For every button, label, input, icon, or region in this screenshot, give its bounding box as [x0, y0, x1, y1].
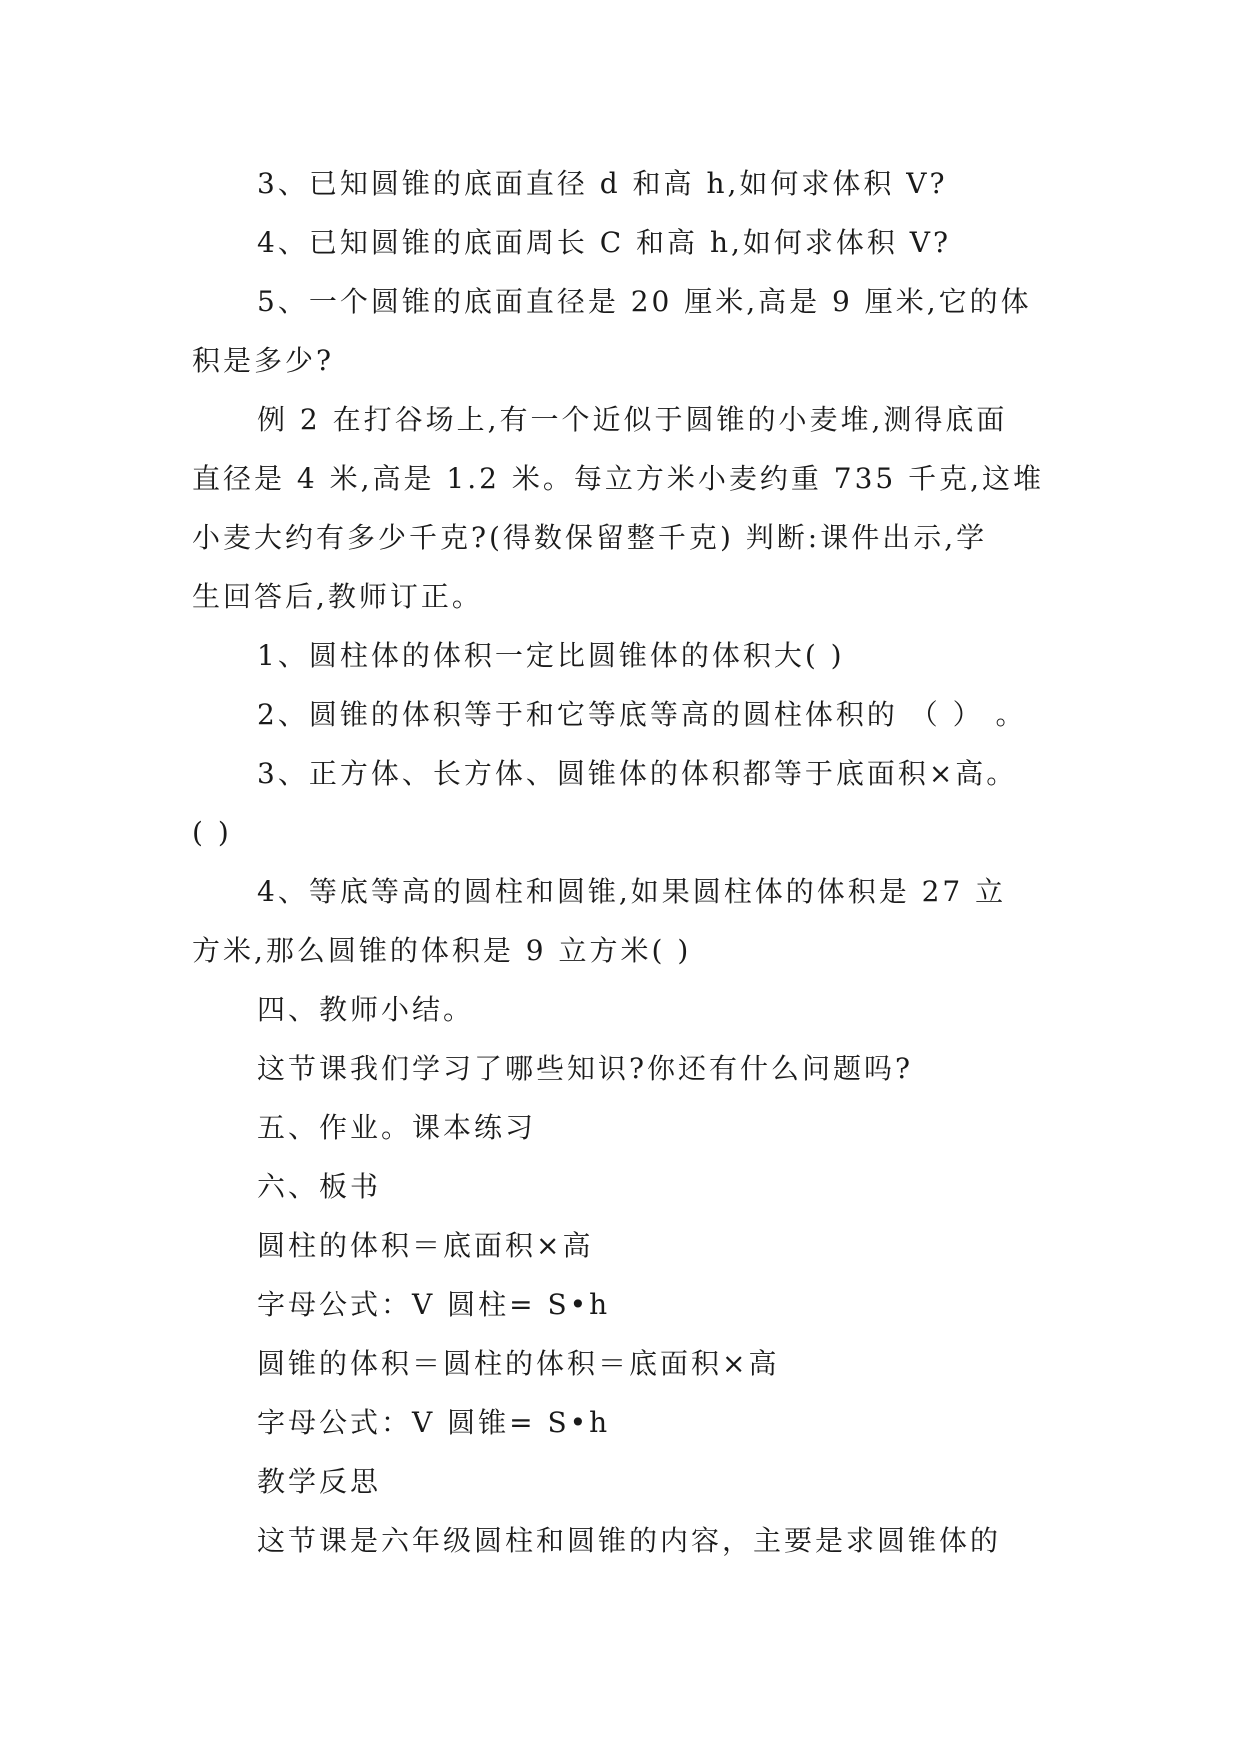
- text-line: 积是多少?: [192, 344, 335, 377]
- text-line: 生回答后,教师订正。: [192, 580, 483, 613]
- text-line: 字母公式：V 圆锥= S•h: [257, 1406, 611, 1439]
- text-line: 4、等底等高的圆柱和圆锥,如果圆柱体的体积是 27 立: [257, 875, 1007, 908]
- text-line: 3、正方体、长方体、圆锥体的体积都等于底面积×高。: [257, 757, 1018, 790]
- text-line: ( ): [192, 816, 232, 849]
- text-line: 这节课我们学习了哪些知识?你还有什么问题吗?: [257, 1052, 914, 1085]
- text-line: 4、已知圆锥的底面周长 C 和高 h,如何求体积 V?: [257, 226, 952, 259]
- text-line: 四、教师小结。: [257, 993, 475, 1026]
- text-line: 圆柱的体积＝底面积×高: [257, 1229, 594, 1262]
- text-line: 教学反思: [257, 1465, 382, 1498]
- text-line: 字母公式：V 圆柱= S•h: [257, 1288, 611, 1321]
- text-line: 圆锥的体积＝圆柱的体积＝底面积×高: [257, 1347, 780, 1380]
- text-line: 方米,那么圆锥的体积是 9 立方米( ): [192, 934, 692, 967]
- text-line: 5、一个圆锥的底面直径是 20 厘米,高是 9 厘米,它的体: [257, 285, 1032, 318]
- text-line: 小麦大约有多少千克?(得数保留整千克) 判断:课件出示,学: [192, 521, 988, 554]
- text-line: 这节课是六年级圆柱和圆锥的内容，主要是求圆锥体的: [257, 1524, 1002, 1557]
- text-line: 2、圆锥的体积等于和它等底等高的圆柱体积的 （ ） 。: [257, 698, 1027, 731]
- text-line: 1、圆柱体的体积一定比圆锥体的体积大( ): [257, 639, 845, 672]
- text-line: 例 2 在打谷场上,有一个近似于圆锥的小麦堆,测得底面: [257, 403, 1008, 436]
- text-line: 六、板书: [257, 1170, 382, 1203]
- text-line: 五、作业。课本练习: [257, 1111, 537, 1144]
- text-line: 直径是 4 米,高是 1.2 米。每立方米小麦约重 735 千克,这堆: [192, 462, 1044, 495]
- text-line: 3、已知圆锥的底面直径 d 和高 h,如何求体积 V?: [257, 167, 948, 200]
